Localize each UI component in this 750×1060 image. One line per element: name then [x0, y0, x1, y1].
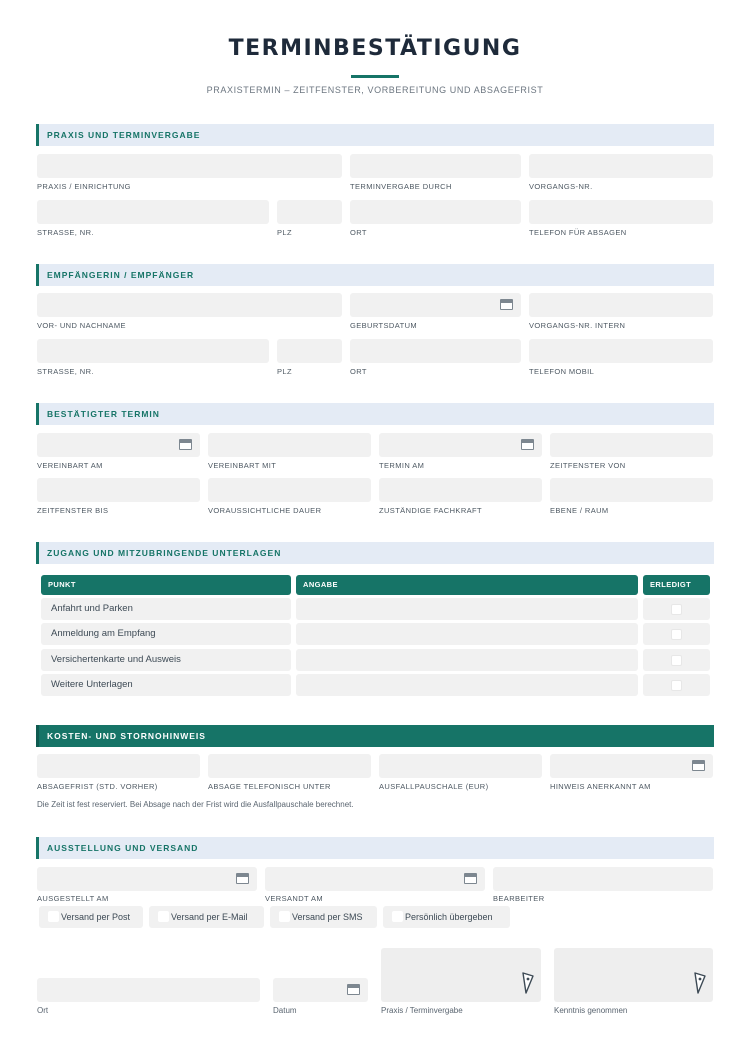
option-versand-email[interactable] [149, 906, 264, 928]
signature-praxis-label: Praxis / Terminvergabe [381, 1006, 463, 1015]
vereinbart-am-field[interactable] [37, 433, 200, 457]
praxis-ort-label: ORT [350, 228, 367, 237]
table-row-label: Anmeldung am Empfang [41, 623, 291, 645]
document-title: TERMINBESTÄTIGUNG [228, 36, 522, 61]
table-row-label: Weitere Unterlagen [41, 674, 291, 696]
telefon-mobil-label: TELEFON MOBIL [529, 367, 595, 376]
table-row-label: Anfahrt und Parken [41, 598, 291, 620]
checkbox[interactable] [158, 911, 169, 922]
vereinbart-am-label: VEREINBART AM [37, 461, 103, 470]
checkbox[interactable] [392, 911, 403, 922]
telefon-absagen-field[interactable] [529, 200, 713, 224]
title-underline [351, 75, 399, 78]
table-cell-angabe[interactable] [296, 674, 638, 696]
calendar-icon[interactable] [500, 299, 513, 310]
vorgangs-nr-intern-label: VORGANGS-NR. INTERN [529, 321, 626, 330]
table-cell-erledigt [643, 623, 710, 645]
calendar-icon[interactable] [179, 439, 192, 450]
dauer-label: VORAUSSICHTLICHE DAUER [208, 506, 322, 515]
absagefrist-label: ABSAGEFRIST (STD. VORHER) [37, 782, 158, 791]
section-header-termin: BESTÄTIGTER TERMIN [36, 403, 714, 425]
option-versand-post[interactable] [39, 906, 143, 928]
calendar-icon[interactable] [464, 873, 477, 884]
telefon-absagen-label: TELEFON FÜR ABSAGEN [529, 228, 627, 237]
calendar-icon[interactable] [347, 984, 360, 995]
absage-telefon-label: ABSAGE TELEFONISCH UNTER [208, 782, 331, 791]
table-cell-angabe[interactable] [296, 649, 638, 671]
table-row-label: Versichertenkarte und Ausweis [41, 649, 291, 671]
vorgangs-nr-field[interactable] [529, 154, 713, 178]
option-label: Persönlich übergeben [405, 912, 493, 922]
absagefrist-field[interactable] [37, 754, 200, 778]
table-cell-angabe[interactable] [296, 623, 638, 645]
empfaenger-ort-label: ORT [350, 367, 367, 376]
name-field[interactable] [37, 293, 342, 317]
section-header-empfaenger: EMPFÄNGERIN / EMPFÄNGER [36, 264, 714, 286]
fachkraft-field[interactable] [379, 478, 542, 502]
empfaenger-strasse-label: STRASSE, NR. [37, 367, 94, 376]
erledigt-checkbox[interactable] [671, 629, 682, 640]
praxis-plz-label: PLZ [277, 228, 292, 237]
signature-praxis[interactable] [381, 948, 541, 1002]
column-header-erledigt: ERLEDIGT [643, 575, 710, 595]
bearbeiter-label: BEARBEITER [493, 894, 545, 903]
zeitfenster-bis-label: ZEITFENSTER BIS [37, 506, 109, 515]
document-subtitle: PRAXISTERMIN – ZEITFENSTER, VORBEREITUNG UND ABSAGEFRIST [206, 85, 544, 95]
ausgestellt-am-label: AUSGESTELLT AM [37, 894, 109, 903]
column-header-angabe: ANGABE [296, 575, 638, 595]
erledigt-checkbox[interactable] [671, 604, 682, 615]
option-versand-sms[interactable] [270, 906, 377, 928]
zeitfenster-von-label: ZEITFENSTER VON [550, 461, 626, 470]
section-header-praxis: PRAXIS UND TERMINVERGABE [36, 124, 714, 146]
bearbeiter-field[interactable] [493, 867, 713, 891]
hinweis-anerkannt-label: HINWEIS ANERKANNT AM [550, 782, 651, 791]
option-label: Versand per Post [61, 912, 131, 922]
pen-icon [521, 972, 535, 994]
datum-label: Datum [273, 1006, 297, 1015]
versandt-am-label: VERSANDT AM [265, 894, 324, 903]
signature-kenntnis[interactable] [554, 948, 713, 1002]
column-header-punkt: PUNKT [41, 575, 291, 595]
ort-label: Ort [37, 1006, 49, 1015]
erledigt-checkbox[interactable] [671, 680, 682, 691]
termin-am-field[interactable] [379, 433, 542, 457]
ebene-raum-field[interactable] [550, 478, 713, 502]
ebene-raum-label: EBENE / RAUM [550, 506, 609, 515]
erledigt-checkbox[interactable] [671, 655, 682, 666]
praxis-ort-field[interactable] [350, 200, 521, 224]
hinweis-anerkannt-field[interactable] [550, 754, 713, 778]
table-cell-erledigt [643, 674, 710, 696]
empfaenger-ort-field[interactable] [350, 339, 521, 363]
option-label: Versand per SMS [292, 912, 363, 922]
termin-am-label: TERMIN AM [379, 461, 425, 470]
calendar-icon[interactable] [236, 873, 249, 884]
calendar-icon[interactable] [521, 439, 534, 450]
vereinbart-mit-field[interactable] [208, 433, 371, 457]
praxis-plz-field[interactable] [277, 200, 342, 224]
datum-field[interactable] [273, 978, 368, 1002]
absage-telefon-field[interactable] [208, 754, 371, 778]
ausfallpauschale-label: AUSFALLPAUSCHALE (EUR) [379, 782, 489, 791]
option-persoenlich[interactable] [383, 906, 510, 928]
telefon-mobil-field[interactable] [529, 339, 713, 363]
pen-icon [693, 972, 707, 994]
section-header-ausstellung: AUSSTELLUNG UND VERSAND [36, 837, 714, 859]
terminvergabe-durch-field[interactable] [350, 154, 521, 178]
ort-field[interactable] [37, 978, 260, 1002]
geburtsdatum-label: GEBURTSDATUM [350, 321, 418, 330]
option-label: Versand per E-Mail [171, 912, 248, 922]
vorgangs-nr-label: VORGANGS-NR. [529, 182, 593, 191]
table-cell-angabe[interactable] [296, 598, 638, 620]
zeitfenster-bis-field[interactable] [37, 478, 200, 502]
versandt-am-field[interactable] [265, 867, 485, 891]
fachkraft-label: ZUSTÄNDIGE FACHKRAFT [379, 506, 483, 515]
name-label: VOR- UND NACHNAME [37, 321, 126, 330]
praxis-einrichtung-label: PRAXIS / EINRICHTUNG [37, 182, 131, 191]
table-cell-erledigt [643, 649, 710, 671]
praxis-einrichtung-field[interactable] [37, 154, 342, 178]
geburtsdatum-field[interactable] [350, 293, 521, 317]
empfaenger-plz-field[interactable] [277, 339, 342, 363]
table-cell-erledigt [643, 598, 710, 620]
terminvergabe-durch-label: TERMINVERGABE DURCH [350, 182, 452, 191]
checkbox[interactable] [279, 911, 290, 922]
checkbox[interactable] [48, 911, 59, 922]
praxis-strasse-field[interactable] [37, 200, 269, 224]
calendar-icon[interactable] [692, 760, 705, 771]
section-header-kosten: KOSTEN- UND STORNOHINWEIS [36, 725, 714, 747]
storno-note: Die Zeit ist fest reserviert. Bei Absage nach der Frist wird die Ausfallpauschale berechnet. [37, 800, 354, 809]
empfaenger-strasse-field[interactable] [37, 339, 269, 363]
section-header-zugang: ZUGANG UND MITZUBRINGENDE UNTERLAGEN [36, 542, 714, 564]
praxis-strasse-label: STRASSE, NR. [37, 228, 94, 237]
dauer-field[interactable] [208, 478, 371, 502]
signature-kenntnis-label: Kenntnis genommen [554, 1006, 628, 1015]
vorgangs-nr-intern-field[interactable] [529, 293, 713, 317]
ausfallpauschale-field[interactable] [379, 754, 542, 778]
zeitfenster-von-field[interactable] [550, 433, 713, 457]
empfaenger-plz-label: PLZ [277, 367, 292, 376]
ausgestellt-am-field[interactable] [37, 867, 257, 891]
vereinbart-mit-label: VEREINBART MIT [208, 461, 277, 470]
